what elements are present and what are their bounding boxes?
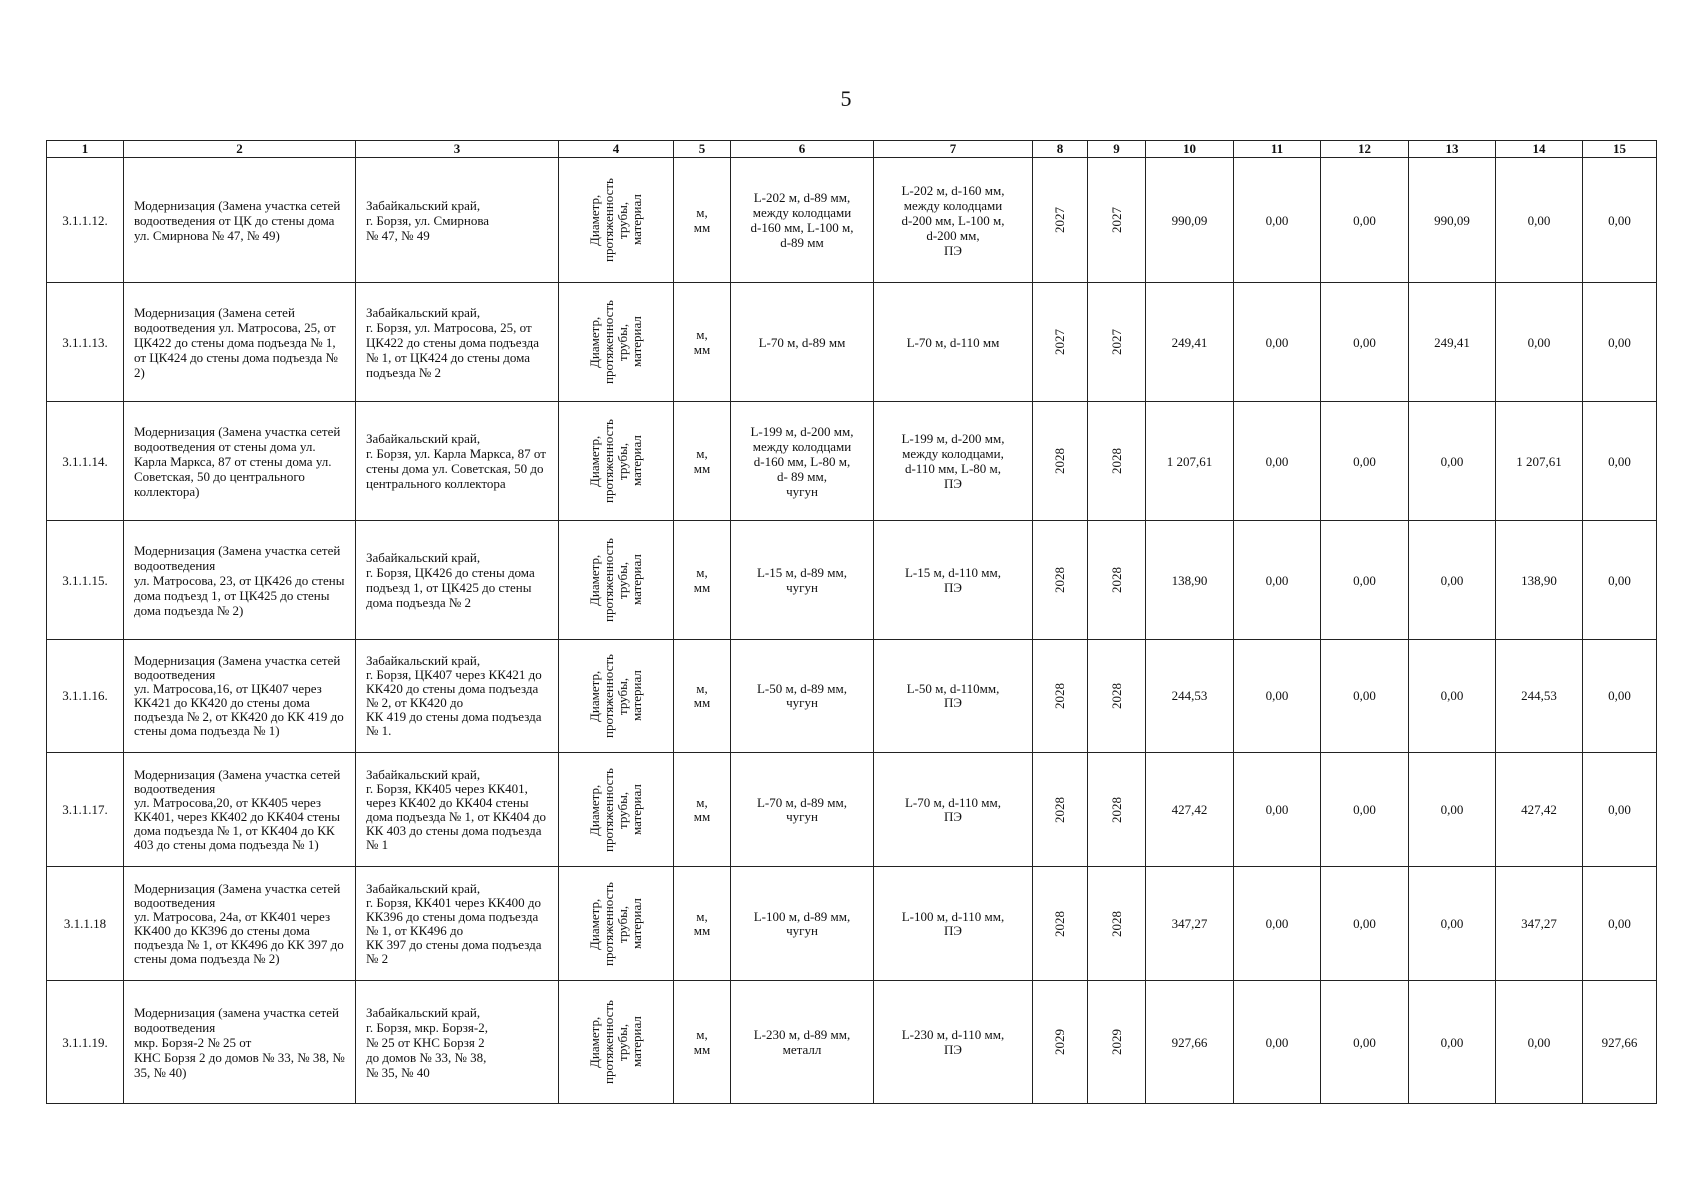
- row-col-11: 0,00: [1234, 402, 1321, 521]
- row-col-11: 0,00: [1234, 867, 1321, 981]
- row-end-year: [1088, 981, 1146, 1104]
- row-total: 990,09: [1146, 158, 1234, 283]
- row-name: Модернизация (Замена участка сетей водоотведения ул. Матросова,16, от ЦК407 через КК421 до КК420 до стены дома подъезда № 2, от КК420 до КК 419 до стены дома подъезда № 1): [124, 640, 356, 753]
- column-header-14: 14: [1496, 141, 1583, 158]
- row-col-15: 0,00: [1583, 521, 1657, 640]
- row-start-year-text: 2027: [1052, 329, 1067, 355]
- row-col-14: 0,00: [1496, 981, 1583, 1104]
- row-end-year: [1088, 867, 1146, 981]
- table-row: [47, 640, 1657, 753]
- row-parameters: [559, 867, 674, 981]
- row-total: 347,27: [1146, 867, 1234, 981]
- row-name: Модернизация (замена участка сетей водоотведения мкр. Борзя-2 № 25 от КНС Борзя 2 до домов № 33, № 38, № 35, № 40): [124, 981, 356, 1104]
- row-start-year: [1033, 867, 1088, 981]
- row-after: L-50 м, d-110мм, ПЭ: [874, 640, 1033, 753]
- row-unit: м, мм: [674, 402, 731, 521]
- column-header-5: 5: [674, 141, 731, 158]
- row-code: 3.1.1.14.: [47, 402, 124, 521]
- row-end-year-text: 2027: [1108, 207, 1124, 233]
- row-total: 927,66: [1146, 981, 1234, 1104]
- row-parameters-text: Диаметр, протяженность трубы, материал: [587, 654, 644, 738]
- row-before: L-230 м, d-89 мм, металл: [731, 981, 874, 1104]
- row-start-year: [1033, 521, 1088, 640]
- row-parameters-text: Диаметр, протяженность трубы, материал: [587, 881, 644, 966]
- row-unit: м, мм: [674, 867, 731, 981]
- row-col-15: 0,00: [1583, 158, 1657, 283]
- row-address: Забайкальский край, г. Борзя, ул. Карла Маркса, 87 от стены дома ул. Советская, 50 до центрального коллектора: [356, 402, 559, 521]
- row-col-15: 0,00: [1583, 867, 1657, 981]
- row-col-11: 0,00: [1234, 981, 1321, 1104]
- row-start-year: [1033, 283, 1088, 402]
- row-end-year-text: 2028: [1108, 910, 1124, 937]
- row-address: Забайкальский край, г. Борзя, мкр. Борзя-2, № 25 от КНС Борзя 2 до домов № 33, № 38, № 35, № 40: [356, 981, 559, 1104]
- column-header-4: 4: [559, 141, 674, 158]
- row-start-year: [1033, 402, 1088, 521]
- table-row: [47, 867, 1657, 981]
- row-total: 244,53: [1146, 640, 1234, 753]
- table-row: [47, 753, 1657, 867]
- row-code: 3.1.1.19.: [47, 981, 124, 1104]
- header-row: [47, 141, 1657, 158]
- row-col-15: 0,00: [1583, 283, 1657, 402]
- row-name: Модернизация (Замена участка сетей водоотведения от стены дома ул. Карла Маркса, 87 от стены дома ул. Советская, 50 до центрального коллектора): [124, 402, 356, 521]
- row-unit: м, мм: [674, 981, 731, 1104]
- row-start-year: [1033, 981, 1088, 1104]
- column-header-7: 7: [874, 141, 1033, 158]
- column-header-10: 10: [1146, 141, 1234, 158]
- row-col-14: 0,00: [1496, 158, 1583, 283]
- row-address: Забайкальский край, г. Борзя, КК405 через КК401, через КК402 до КК404 стены дома подъезда № 1, от КК404 до КК 403 до стены дома подъезда № 1: [356, 753, 559, 867]
- table-row: [47, 283, 1657, 402]
- row-col-14: 0,00: [1496, 283, 1583, 402]
- row-address: Забайкальский край, г. Борзя, ул. Смирнова № 47, № 49: [356, 158, 559, 283]
- row-col-12: 0,00: [1321, 521, 1409, 640]
- row-unit: м, мм: [674, 283, 731, 402]
- row-col-13: 0,00: [1409, 981, 1496, 1104]
- table-row: [47, 981, 1657, 1104]
- row-parameters: [559, 283, 674, 402]
- column-header-15: 15: [1583, 141, 1657, 158]
- row-end-year-text: 2027: [1108, 329, 1124, 355]
- column-header-8: 8: [1033, 141, 1088, 158]
- row-code: 3.1.1.12.: [47, 158, 124, 283]
- column-header-11: 11: [1234, 141, 1321, 158]
- row-col-13: 990,09: [1409, 158, 1496, 283]
- table-row: [47, 521, 1657, 640]
- investment-table: [46, 140, 1657, 1104]
- row-start-year-text: 2027: [1052, 207, 1067, 233]
- row-start-year: [1033, 753, 1088, 867]
- row-address: Забайкальский край, г. Борзя, КК401 через КК400 до КК396 до стены дома подъезда № 1, от КК496 до КК 397 до стены дома подъезда № 2: [356, 867, 559, 981]
- row-name: Модернизация (Замена сетей водоотведения ул. Матросова, 25, от ЦК422 до стены дома подъезда № 1, от ЦК424 до стены дома подъезда № 2): [124, 283, 356, 402]
- row-before: L-70 м, d-89 мм, чугун: [731, 753, 874, 867]
- row-before: L-202 м, d-89 мм, между колодцами d-160 мм, L-100 м, d-89 мм: [731, 158, 874, 283]
- row-col-14: 1 207,61: [1496, 402, 1583, 521]
- page-number: 5: [840, 86, 852, 111]
- row-before: L-70 м, d-89 мм: [731, 283, 874, 402]
- row-name: Модернизация (Замена участка сетей водоотведения ул. Матросова,20, от КК405 через КК401, через КК402 до КК404 стены дома подъезда № 1, от КК404 до КК 403 до стены дома подъезда № 1): [124, 753, 356, 867]
- row-end-year-text: 2028: [1108, 567, 1124, 593]
- row-col-13: 0,00: [1409, 640, 1496, 753]
- row-col-15: 0,00: [1583, 402, 1657, 521]
- row-end-year-text: 2028: [1108, 796, 1124, 823]
- row-total: 427,42: [1146, 753, 1234, 867]
- row-start-year-text: 2028: [1052, 910, 1067, 937]
- row-col-13: 249,41: [1409, 283, 1496, 402]
- row-total: 1 207,61: [1146, 402, 1234, 521]
- row-after: L-230 м, d-110 мм, ПЭ: [874, 981, 1033, 1104]
- row-col-12: 0,00: [1321, 753, 1409, 867]
- row-before: L-100 м, d-89 мм, чугун: [731, 867, 874, 981]
- row-col-14: 138,90: [1496, 521, 1583, 640]
- row-col-11: 0,00: [1234, 283, 1321, 402]
- row-code: 3.1.1.16.: [47, 640, 124, 753]
- row-col-13: 0,00: [1409, 402, 1496, 521]
- row-end-year-text: 2029: [1108, 1029, 1124, 1055]
- row-parameters-text: Диаметр, протяженность трубы, материал: [587, 538, 644, 622]
- row-col-11: 0,00: [1234, 158, 1321, 283]
- row-address: Забайкальский край, г. Борзя, ЦК407 через КК421 до КК420 до стены дома подъезда № 2, от КК420 до КК 419 до стены дома подъезда № 1.: [356, 640, 559, 753]
- column-header-3: 3: [356, 141, 559, 158]
- row-col-12: 0,00: [1321, 640, 1409, 753]
- row-col-13: 0,00: [1409, 867, 1496, 981]
- row-after: L-70 м, d-110 мм, ПЭ: [874, 753, 1033, 867]
- column-header-6: 6: [731, 141, 874, 158]
- row-start-year-text: 2028: [1052, 567, 1067, 593]
- row-name: Модернизация (Замена участка сетей водоотведения ул. Матросова, 24а, от КК401 через КК400 до КК396 до стены дома подъезда № 1, от КК496 до КК 397 до стены дома подъезда № 2): [124, 867, 356, 981]
- row-col-11: 0,00: [1234, 521, 1321, 640]
- table-row: [47, 158, 1657, 283]
- row-col-14: 427,42: [1496, 753, 1583, 867]
- row-parameters: [559, 521, 674, 640]
- row-total: 249,41: [1146, 283, 1234, 402]
- row-col-14: 244,53: [1496, 640, 1583, 753]
- row-before: L-50 м, d-89 мм, чугун: [731, 640, 874, 753]
- table-row: [47, 402, 1657, 521]
- row-before: L-15 м, d-89 мм, чугун: [731, 521, 874, 640]
- row-after: L-70 м, d-110 мм: [874, 283, 1033, 402]
- column-header-2: 2: [124, 141, 356, 158]
- row-col-15: 0,00: [1583, 753, 1657, 867]
- row-col-13: 0,00: [1409, 753, 1496, 867]
- row-start-year-text: 2028: [1052, 796, 1067, 823]
- row-col-15: 927,66: [1583, 981, 1657, 1104]
- row-unit: м, мм: [674, 753, 731, 867]
- row-total: 138,90: [1146, 521, 1234, 640]
- row-start-year: [1033, 158, 1088, 283]
- row-end-year: [1088, 753, 1146, 867]
- row-address: Забайкальский край, г. Борзя, ЦК426 до стены дома подъезд 1, от ЦК425 до стены дома подъезда № 2: [356, 521, 559, 640]
- row-end-year: [1088, 158, 1146, 283]
- row-unit: м, мм: [674, 640, 731, 753]
- row-name: Модернизация (Замена участка сетей водоотведения ул. Матросова, 23, от ЦК426 до стены дома подъезд 1, от ЦК425 до стены дома подъезда № 2): [124, 521, 356, 640]
- row-col-12: 0,00: [1321, 283, 1409, 402]
- row-parameters: [559, 402, 674, 521]
- row-start-year-text: 2028: [1052, 683, 1067, 709]
- row-end-year: [1088, 521, 1146, 640]
- column-header-13: 13: [1409, 141, 1496, 158]
- row-col-12: 0,00: [1321, 158, 1409, 283]
- row-col-12: 0,00: [1321, 981, 1409, 1104]
- row-before: L-199 м, d-200 мм, между колодцами d-160 мм, L-80 м, d- 89 мм, чугун: [731, 402, 874, 521]
- row-end-year-text: 2028: [1108, 683, 1124, 709]
- row-after: L-100 м, d-110 мм, ПЭ: [874, 867, 1033, 981]
- row-col-12: 0,00: [1321, 402, 1409, 521]
- row-parameters: [559, 640, 674, 753]
- row-end-year: [1088, 402, 1146, 521]
- row-after: L-15 м, d-110 мм, ПЭ: [874, 521, 1033, 640]
- row-col-15: 0,00: [1583, 640, 1657, 753]
- row-col-13: 0,00: [1409, 521, 1496, 640]
- column-header-9: 9: [1088, 141, 1146, 158]
- row-parameters-text: Диаметр, протяженность трубы, материал: [587, 767, 644, 852]
- row-parameters-text: Диаметр, протяженность трубы, материал: [587, 419, 644, 503]
- row-name: Модернизация (Замена участка сетей водоотведения от ЦК до стены дома ул. Смирнова № 47, № 49): [124, 158, 356, 283]
- row-start-year: [1033, 640, 1088, 753]
- row-code: 3.1.1.18: [47, 867, 124, 981]
- row-end-year-text: 2028: [1108, 448, 1124, 474]
- column-header-1: 1: [47, 141, 124, 158]
- row-parameters: [559, 981, 674, 1104]
- row-col-14: 347,27: [1496, 867, 1583, 981]
- row-end-year: [1088, 640, 1146, 753]
- row-col-11: 0,00: [1234, 753, 1321, 867]
- row-start-year-text: 2029: [1052, 1029, 1067, 1055]
- row-unit: м, мм: [674, 158, 731, 283]
- column-header-12: 12: [1321, 141, 1409, 158]
- row-parameters-text: Диаметр, протяженность трубы, материал: [587, 1000, 644, 1084]
- row-after: L-202 м, d-160 мм, между колодцами d-200 мм, L-100 м, d-200 мм, ПЭ: [874, 158, 1033, 283]
- row-code: 3.1.1.17.: [47, 753, 124, 867]
- row-col-11: 0,00: [1234, 640, 1321, 753]
- row-parameters: [559, 158, 674, 283]
- row-unit: м, мм: [674, 521, 731, 640]
- row-address: Забайкальский край, г. Борзя, ул. Матросова, 25, от ЦК422 до стены дома подъезда № 1, от ЦК424 до стены дома подъезда № 2: [356, 283, 559, 402]
- row-after: L-199 м, d-200 мм, между колодцами, d-110 мм, L-80 м, ПЭ: [874, 402, 1033, 521]
- row-parameters-text: Диаметр, протяженность трубы, материал: [587, 178, 644, 262]
- row-parameters: [559, 753, 674, 867]
- table-body: [47, 158, 1657, 1104]
- row-code: 3.1.1.15.: [47, 521, 124, 640]
- row-col-12: 0,00: [1321, 867, 1409, 981]
- row-start-year-text: 2028: [1052, 448, 1067, 474]
- row-code: 3.1.1.13.: [47, 283, 124, 402]
- row-parameters-text: Диаметр, протяженность трубы, материал: [587, 300, 644, 384]
- row-end-year: [1088, 283, 1146, 402]
